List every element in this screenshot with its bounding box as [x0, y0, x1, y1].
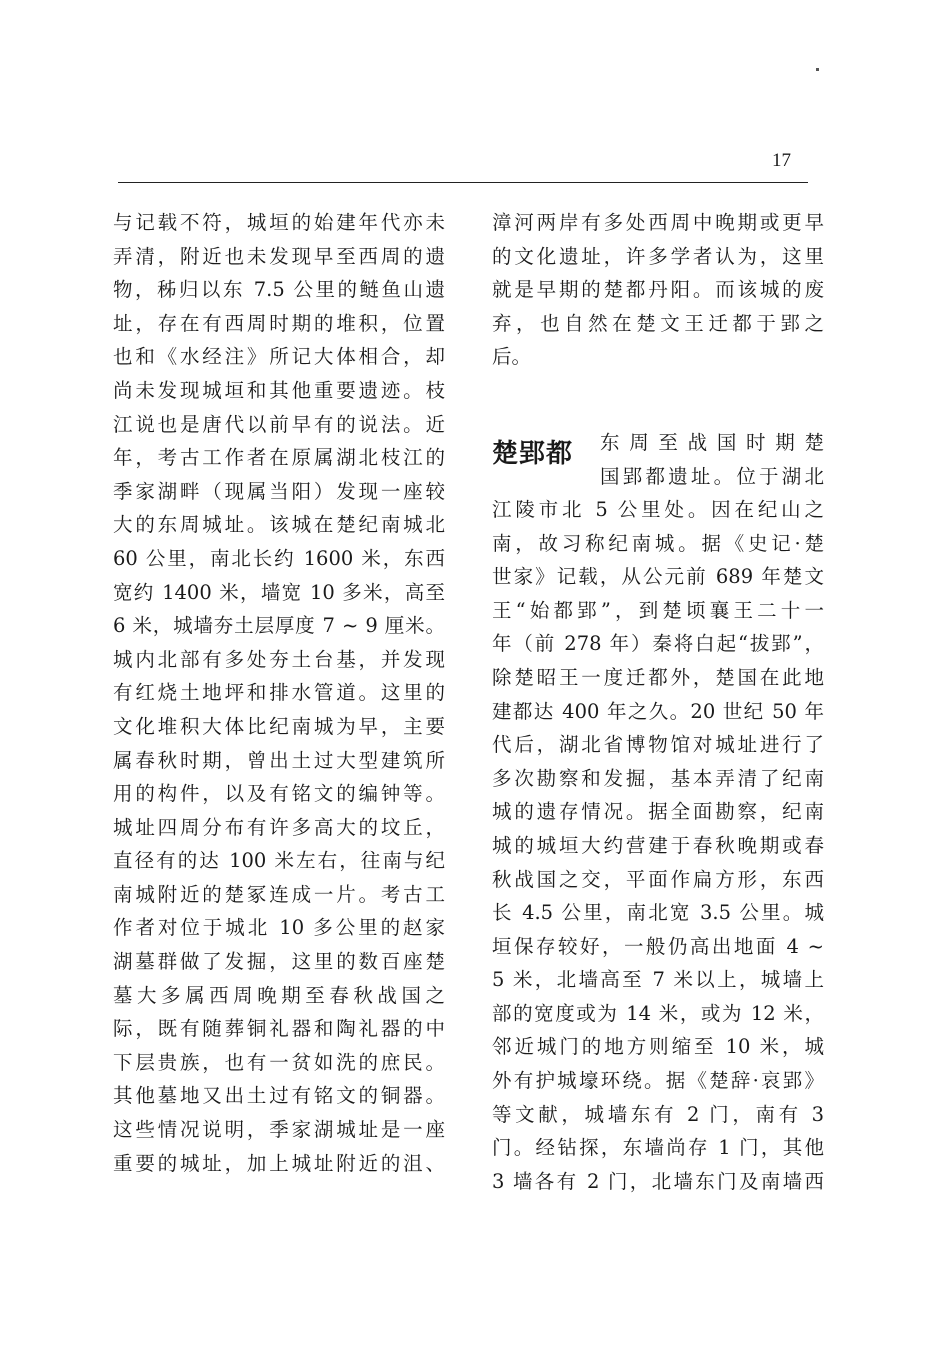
- scan-artifact-dot: [816, 68, 819, 71]
- text-line: 城内北部有多处夯土台基，并发现: [113, 647, 445, 671]
- text-line: 下层贵族，也有一贫如洗的庶民。: [113, 1050, 445, 1074]
- entry-title: 楚郢都: [492, 438, 574, 469]
- text-line: 代后，湖北省博物馆对城址进行了: [492, 733, 824, 757]
- text-line: 年，考古工作者在原属湖北枝江的: [113, 446, 445, 470]
- page-number: 17: [772, 150, 791, 171]
- entry-intro-line: 国郢都遗址。位于湖北: [600, 464, 824, 488]
- text-line: 城的城垣大约营建于春秋晚期或春: [492, 833, 824, 857]
- text-line: 门。经钻探，东墙尚存 1 门，其他: [492, 1136, 824, 1160]
- text-line: 用的构件，以及有铭文的编钟等。: [113, 782, 445, 806]
- text-line: 城址四周分布有许多高大的坟丘，: [113, 815, 445, 839]
- text-line: 其他墓地又出土过有铭文的铜器。: [113, 1084, 445, 1108]
- text-line: 长 4.5 公里，南北宽 3.5 公里。城: [492, 901, 824, 925]
- text-line: 部的宽度或为 14 米，或为 12 米，: [492, 1001, 824, 1025]
- text-line: 除楚昭王一度迁都外，楚国在此地: [492, 665, 824, 689]
- text-line: 就是早期的楚都丹阳。而该城的废: [492, 278, 824, 302]
- text-line: 南，故习称纪南城。据《史记·楚: [492, 531, 824, 555]
- text-line: 与记载不符，城垣的始建年代亦未: [113, 211, 445, 234]
- text-line: 60 公里，南北长约 1600 米，东西: [113, 546, 445, 570]
- text-line: 多次勘察和发掘，基本弄清了纪南: [492, 766, 824, 790]
- text-line: 际，既有随葬铜礼器和陶礼器的中: [113, 1017, 445, 1041]
- entry-header: [492, 426, 824, 493]
- text-line: 建都达 400 年之久。20 世纪 50 年: [492, 699, 824, 723]
- text-line: 年（前 278 年）秦将白起“拔郢”，: [492, 632, 824, 656]
- text-line: 墓大多属西周晚期至春秋战国之: [113, 983, 445, 1007]
- text-line: 城的遗存情况。据全面勘察，纪南: [492, 800, 824, 824]
- right-column: [492, 206, 824, 1198]
- text-line: 弄清，附近也未发现早至西周的遗: [113, 244, 445, 268]
- text-line: 的文化遗址，许多学者认为，这里: [492, 244, 824, 268]
- text-line: 址，存在有西周时期的堆积，位置: [113, 311, 445, 335]
- text-line: 秋战国之交，平面作扁方形，东西: [492, 867, 824, 891]
- text-line: 弃，也自然在楚文王迁都于郢之: [492, 311, 824, 335]
- text-line: 有红烧土地坪和排水管道。这里的: [113, 681, 445, 705]
- text-line: 漳河两岸有多处西周中晚期或更早: [492, 211, 824, 234]
- text-line: 直径有的达 100 米左右，往南与纪: [113, 849, 445, 873]
- text-line: 外有护城壕环绕。据《楚辞·哀郢》: [492, 1069, 824, 1093]
- text-line: 文化堆积大体比纪南城为早，主要: [113, 714, 445, 738]
- text-line: 宽约 1400 米，墙宽 10 多米，高至: [113, 580, 445, 604]
- text-line: 属春秋时期，曾出土过大型建筑所: [113, 748, 445, 772]
- text-line: 江陵市北 5 公里处。因在纪山之: [492, 497, 824, 521]
- right-column-body-paragraph: [492, 493, 824, 1198]
- text-line: 垣保存较好，一般仍高出地面 4 ~: [492, 934, 824, 958]
- text-line: 5 米，北墙高至 7 米以上，城墙上: [492, 968, 824, 992]
- text-line: 这些情况说明，季家湖城址是一座: [113, 1118, 445, 1142]
- text-line: 后。: [492, 345, 532, 369]
- left-column: [113, 206, 445, 1180]
- text-line: 大的东周城址。该城在楚纪南城北: [113, 513, 445, 537]
- text-line: 6 米，城墙夯土层厚度 7 ~ 9 厘米。: [113, 614, 445, 638]
- right-column-top-paragraph: [492, 206, 824, 374]
- text-line: 物，秭归以东 7.5 公里的鲢鱼山遗: [113, 278, 445, 302]
- text-line: 重要的城址，加上城址附近的沮、: [113, 1151, 445, 1175]
- text-line: 等文献，城墙东有 2 门，南有 3: [492, 1102, 824, 1126]
- text-line: 季家湖畔（现属当阳）发现一座较: [113, 479, 445, 503]
- text-line: 3 墙各有 2 门，北墙东门及南墙西: [492, 1169, 824, 1193]
- text-line: 也和《水经注》所记大体相合，却: [113, 345, 445, 369]
- text-line: 江说也是唐代以前早有的说法。近: [113, 412, 445, 436]
- header-rule: [118, 182, 808, 183]
- text-line: 王“始都郢”，到楚顷襄王二十一: [492, 598, 824, 622]
- text-line: 南城附近的楚冢连成一片。考古工: [113, 882, 445, 906]
- text-line: 邻近城门的地方则缩至 10 米，城: [492, 1035, 824, 1059]
- entry-intro-line: 东周至战国时期楚: [600, 430, 824, 454]
- text-line: 世家》记载，从公元前 689 年楚文: [492, 565, 824, 589]
- paragraph-gap: [492, 374, 824, 426]
- text-line: 湖墓群做了发掘，这里的数百座楚: [113, 950, 445, 974]
- text-line: 尚未发现城垣和其他重要遗迹。枝: [113, 378, 445, 402]
- text-line: 作者对位于城北 10 多公里的赵家: [113, 916, 445, 940]
